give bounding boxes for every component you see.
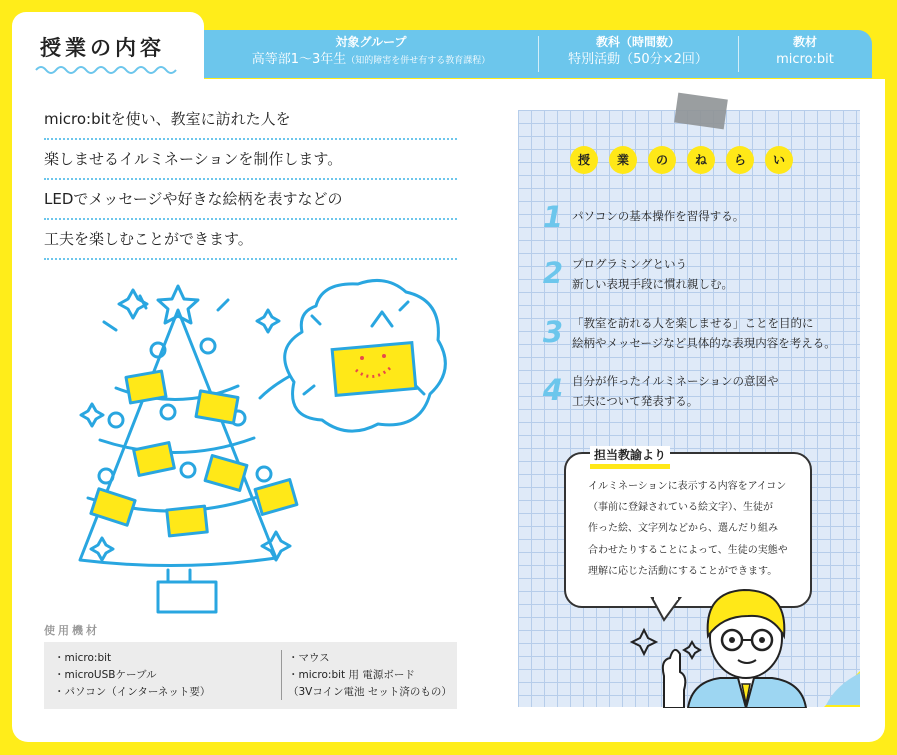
intro-text xyxy=(44,100,457,260)
aims-title-char: の xyxy=(648,146,676,174)
aims-title-char: ら xyxy=(726,146,754,174)
material-label: 教材 xyxy=(792,35,817,49)
aim-text: 自分が作ったイルミネーションの意図や 工夫について発表する。 xyxy=(572,374,779,408)
equipment-list-right xyxy=(288,650,452,701)
teacher-note-line: 理解に応じた活動にすることができます。 xyxy=(588,565,778,577)
teacher-note-line: （事前に登録されている絵文字）、生徒が xyxy=(588,502,773,514)
aims-title-char: い xyxy=(765,146,793,174)
aim-number: 4 xyxy=(542,373,564,407)
equipment-item: ・micro:bit xyxy=(54,652,112,664)
equipment-item: ・パソコン（インターネット要） xyxy=(54,686,211,698)
target-group-value: 高等部1～3年生（知的障害を併せ有する教育課程） xyxy=(251,52,491,67)
intro-line: micro:bitを使い、教室に訪れた人を xyxy=(44,100,457,140)
aims-title xyxy=(570,146,793,174)
page-title: 授業の内容 xyxy=(40,36,165,60)
equipment-list-left xyxy=(54,650,210,701)
aim-number: 1 xyxy=(542,200,564,234)
subject-value: 特別活動（50分×2回） xyxy=(568,52,708,67)
intro-line: LEDでメッセージや好きな絵柄を表すなどの xyxy=(44,180,457,220)
equipment-item: ・マウス xyxy=(288,652,330,664)
teacher-note-line: 作った絵、文字列などから、選んだり組み xyxy=(588,523,778,535)
aims-title-char: 業 xyxy=(609,146,637,174)
christmas-tree-illustration xyxy=(58,270,458,615)
info-bar xyxy=(204,30,872,78)
subject-label: 教科（時間数） xyxy=(595,35,680,49)
equipment-title: 使用機材 xyxy=(44,624,100,637)
aim-text: 「教室を訪れる人を楽しませる」ことを目的に 絵柄やメッセージなど具体的な表現内容を考える。 xyxy=(572,316,836,350)
teacher-illustration xyxy=(622,580,818,708)
teacher-note-line: イルミネーションに表示する内容をアイコン xyxy=(588,481,787,492)
aim-number: 3 xyxy=(542,315,564,349)
aims-title-char: 授 xyxy=(570,146,598,174)
target-group-column xyxy=(204,34,538,71)
aim-text: プログラミングという 新しい表現手段に慣れ親しむ。 xyxy=(572,257,733,291)
equipment-item: ・microUSBケーブル xyxy=(54,669,157,681)
target-group-note: （知的障害を併せ有する教育課程） xyxy=(346,56,491,66)
teacher-note-line: 合わせたりすることによって、生徒の実態や xyxy=(588,544,788,556)
teacher-note-title: 担当教諭より xyxy=(590,446,670,469)
aim-text: パソコンの基本操作を習得する。 xyxy=(572,209,745,223)
page-curl-decoration xyxy=(822,671,862,709)
equipment-box xyxy=(44,642,457,709)
aims-title-char: ね xyxy=(687,146,715,174)
target-group-label: 対象グループ xyxy=(335,35,407,49)
equipment-item: ・micro:bit 用 電源ボード xyxy=(288,669,415,681)
equipment-item: （3Vコイン電池 セット済のもの） xyxy=(288,686,452,698)
wave-underline-decoration xyxy=(34,64,180,76)
equipment-divider xyxy=(281,650,282,700)
aim-number: 2 xyxy=(542,256,564,290)
subject-column xyxy=(538,34,738,70)
teacher-note-body xyxy=(588,476,800,582)
material-value: micro:bit xyxy=(776,52,834,67)
intro-line: 楽しませるイルミネーションを制作します。 xyxy=(44,140,457,180)
intro-line: 工夫を楽しむことができます。 xyxy=(44,220,457,260)
material-column xyxy=(738,34,872,70)
